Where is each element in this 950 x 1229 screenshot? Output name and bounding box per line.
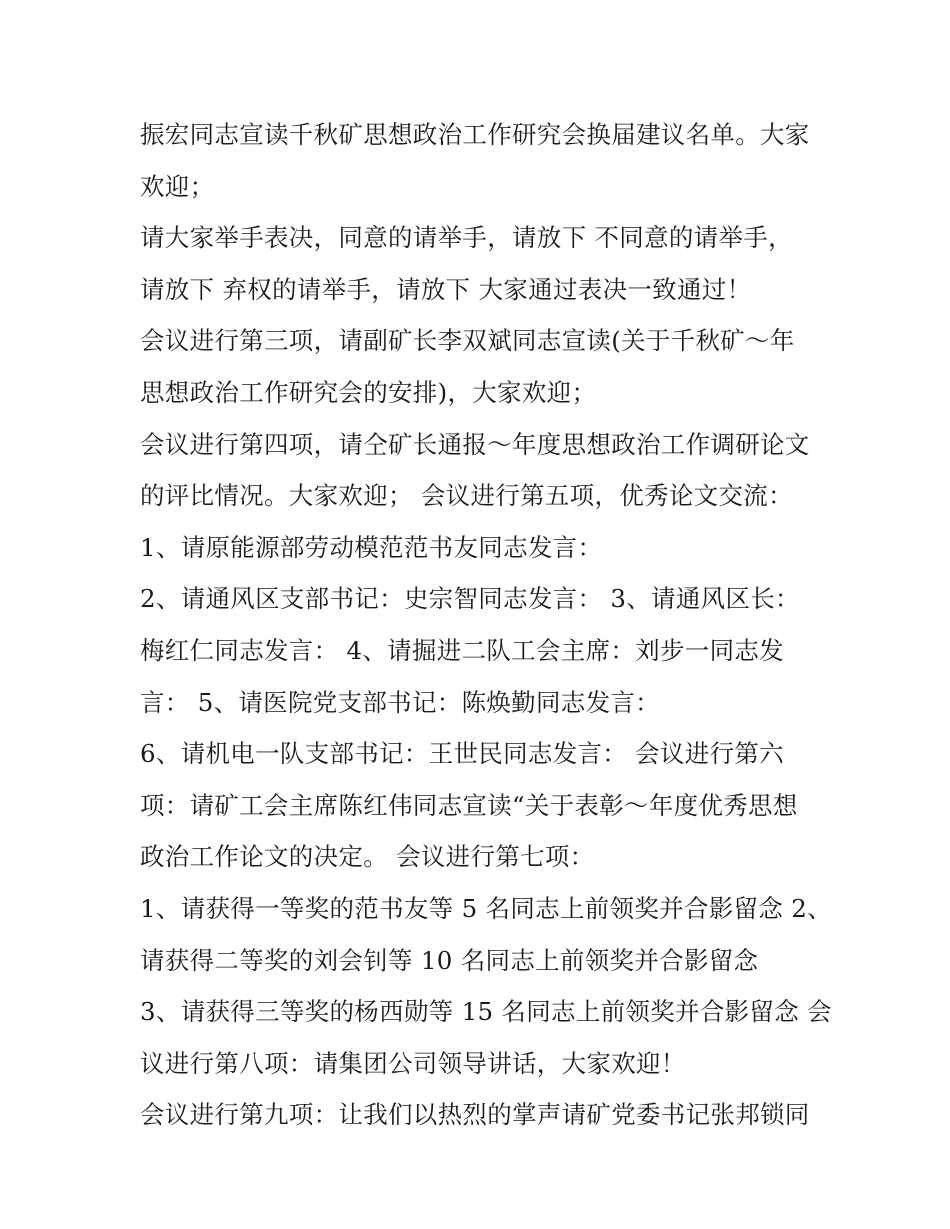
- text-line: 梅红仁同志发言： 4、请掘进二队工会主席：刘步一同志发: [140, 635, 784, 665]
- text-line: 3、请获得三等奖的杨西勋等 15 名同志上前领奖并合影留念 会: [140, 997, 832, 1027]
- text-line: 思想政治工作研究会的安排)，大家欢迎；: [140, 377, 597, 407]
- text-line: 6、请机电一队支部书记：王世民同志发言： 会议进行第六: [140, 739, 784, 769]
- text-line: 请放下 弃权的请举手，请放下 大家通过表决一致通过！: [140, 274, 752, 304]
- text-line: 政治工作论文的决定。 会议进行第七项：: [140, 842, 595, 872]
- text-line: 项：请矿工会主席陈红伟同志宣读“关于表彰～年度优秀思想: [140, 790, 798, 820]
- text-line: 议进行第八项：请集团公司领导讲话，大家欢迎！: [140, 1048, 686, 1078]
- text-line: 会议进行第四项，请仝矿长通报～年度思想政治工作调研论文: [140, 429, 810, 459]
- text-line: 欢迎；: [140, 171, 215, 201]
- text-line: 会议进行第三项，请副矿长李双斌同志宣读(关于千秋矿～年: [140, 326, 795, 356]
- text-line: 振宏同志宣读千秋矿思想政治工作研究会换届建议名单。大家: [140, 120, 810, 149]
- text-line: 请大家举手表决，同意的请举手，请放下 不同意的请举手，: [140, 223, 793, 253]
- text-line: 会议进行第九项：让我们以热烈的掌声请矿党委书记张邦锁同: [140, 1100, 810, 1130]
- text-line: 2、请通风区支部书记：史宗智同志发言： 3、请通风区长：: [140, 584, 800, 614]
- document-body: [140, 109, 830, 1141]
- text-line: 1、请原能源部劳动模范范书友同志发言：: [140, 532, 603, 562]
- text-line: 1、请获得一等奖的范书友等 5 名同志上前领奖并合影留念 2、: [140, 893, 832, 923]
- text-line: 的评比情况。大家欢迎； 会议进行第五项，优秀论文交流：: [140, 481, 793, 511]
- text-line: 言： 5、请医院党支部书记：陈焕勤同志发言：: [140, 687, 660, 717]
- text-line: 请获得二等奖的刘会钊等 10 名同志上前领奖并合影留念: [140, 945, 759, 975]
